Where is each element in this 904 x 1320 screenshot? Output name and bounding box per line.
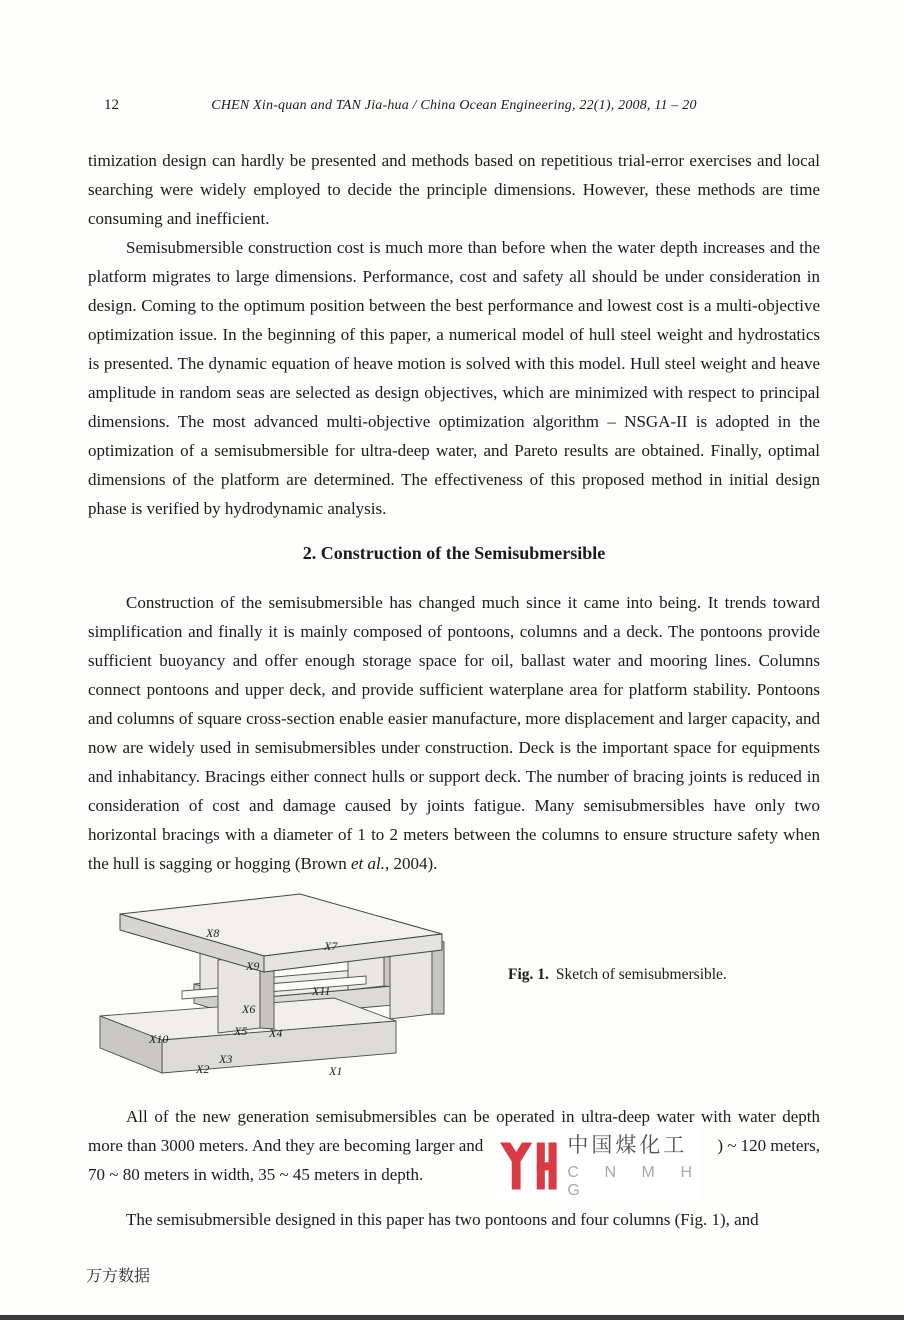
paragraph-line: 70 ~ 80 meters in width, 35 ~ 45 meters in depth. — [88, 1165, 424, 1184]
publisher-watermark — [496, 1126, 702, 1206]
figure-label-x8: X8 — [206, 926, 220, 940]
watermark-latin-text: C N M H G — [567, 1164, 698, 1199]
watermark-texts — [567, 1132, 698, 1200]
paragraph-text-end: , 2004). — [385, 854, 438, 873]
figure-caption — [508, 960, 727, 989]
scan-edge-bar — [0, 1315, 904, 1320]
page-number: 12 — [104, 97, 119, 113]
figure-caption-text: Sketch of semisubmersible. — [555, 966, 727, 983]
figure-caption-label: Fig. 1. — [508, 966, 549, 983]
line-left-fragment: more than 3000 meters. And they are becoming larger and — [88, 1136, 484, 1155]
paragraph-new-generation — [88, 1102, 820, 1199]
section-heading: 2. Construction of the Semisubmersible — [302, 543, 606, 563]
paragraph-intro: Semisubmersible construction cost is much more than before when the water depth increases and the platform migrates to large dimensions. Performance, cost and safety all should be under consideration in design. Coming to the optimum position between the best performance and lowest cost is a multi-objective optimization issue. In the beginning of this paper, a numerical model of hull steel weight and hydrostatics is presented. The dynamic equation of heave motion is solved with this model. Hull steel weight and heave amplitude in random seas are selected as design objectives, which are minimized with respect to principal dimensions. The most advanced multi-objective optimization algorithm – NSGA-II is adopted in the optimization of a semisubmersible for ultra-deep water, and Pareto results are obtained. Finally, optimal dimensions of the platform are determined. The effectiveness of this proposed method in initial design phase is verified by hydrodynamic analysis. — [88, 238, 820, 518]
paragraph-text: Construction of the semisubmersible has changed much since it came into being. It trends toward simplification and finally it is mainly composed of pontoons, columns and a deck. The pontoons provide sufficient buoyancy and offer enough storage space for oil, ballast water and mooring lines. Columns connect pontoons and upper deck, and provide sufficient waterplane area for platform stability. Pontoons and columns of square cross-section enable easier manufacture, more displacement and larger capacity, and now are widely used in semisubmersibles under construction. Deck is the important space for equipments and inhabitancy. Bracings either connect hulls or support deck. The number of bracing joints is reduced in consideration of cost and damage caused by joints fatigue. Many semisubmersibles have only two horizontal bracings with a diameter of 1 to 2 meters between the columns to ensure structure safety when the hull is sagging or hogging (Brown — [88, 593, 820, 873]
etal-italic: et al. — [351, 854, 386, 873]
page-body — [88, 146, 820, 1234]
paragraph-continuation: timization design can hardly be presented and methods based on repetitious trial-error exercises and local searching were widely employed to decide the principle dimensions. However, these methods are time consuming and inefficient. — [88, 151, 820, 228]
watermark-chinese-text: 中国煤化工 — [567, 1133, 688, 1157]
figure-label-x3: X3 — [219, 1052, 233, 1066]
figure-label-x9: X9 — [246, 959, 260, 973]
figure-label-x2: X2 — [196, 1062, 210, 1076]
figure-label-x1: X1 — [329, 1064, 343, 1078]
figure-label-x11: X11 — [312, 984, 331, 998]
wanfang-data-watermark: 万方数据 — [86, 1266, 151, 1285]
figure-label-x7: X7 — [324, 939, 338, 953]
semisubmersible-sketch — [94, 888, 462, 1090]
paragraph-design: The semisubmersible designed in this paper has two pontoons and four columns (Fig. 1), and — [126, 1210, 759, 1229]
figure-label-x4: X4 — [269, 1026, 283, 1040]
figure-label-x6: X6 — [242, 1002, 256, 1016]
figure-label-x5: X5 — [234, 1024, 248, 1038]
paragraph-construction — [88, 588, 820, 878]
figure-label-x10: X10 — [149, 1032, 169, 1046]
paragraph-line: All of the new generation semisubmersibles can be operated in ultra-deep water with water depth — [126, 1107, 820, 1126]
line-right-fragment: ) ~ 120 meters, — [717, 1136, 820, 1155]
watermark-logo-icon — [500, 1134, 557, 1198]
figure-1 — [88, 888, 820, 1090]
header-citation: CHEN Xin-quan and TAN Jia-hua / China Ocean Engineering, 22(1), 2008, 11 – 20 — [211, 98, 697, 113]
paragraph-line — [88, 1131, 820, 1160]
